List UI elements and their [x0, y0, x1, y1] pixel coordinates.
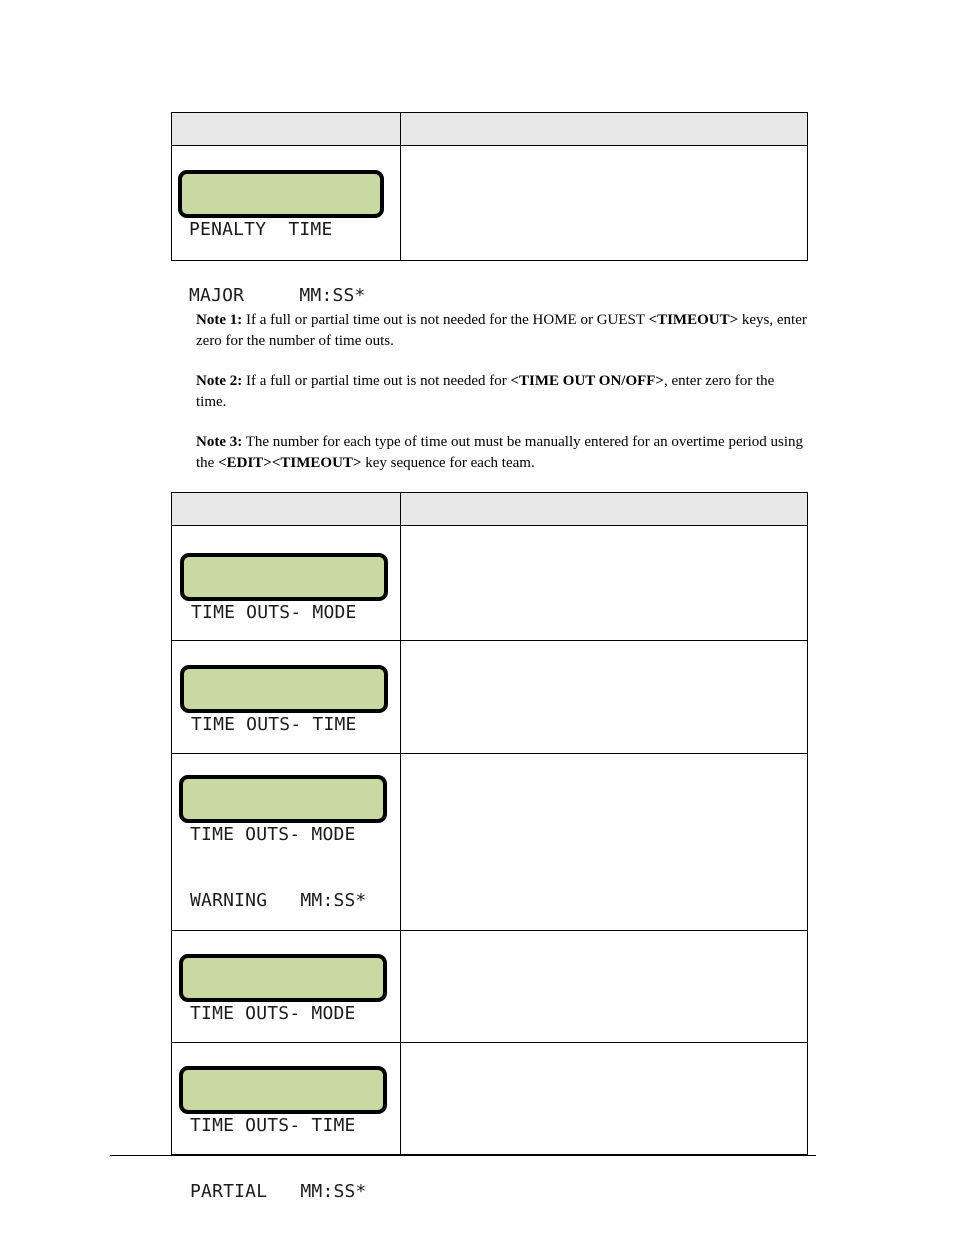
- table-row: [172, 526, 808, 641]
- lcd-line-1: TIME OUTS- TIME: [191, 714, 357, 735]
- lcd-cell: [172, 931, 401, 1043]
- note-keyword: <EDIT><TIMEOUT>: [218, 455, 362, 471]
- description-cell: [401, 146, 808, 261]
- table-row: [172, 146, 808, 261]
- table-row: [172, 641, 808, 754]
- timeout-settings-table: [171, 492, 808, 1202]
- penalty-settings-table: [171, 112, 808, 306]
- description-cell: [401, 931, 808, 1043]
- description-cell: [401, 526, 808, 641]
- table-row: [172, 754, 808, 931]
- header-cell-display: [172, 493, 401, 526]
- table-row: [172, 1043, 808, 1155]
- note-text: The number for each type of time out must be manually entered for an overtime period using the: [196, 434, 804, 471]
- lcd-display: [179, 1066, 387, 1202]
- lcd-cell: [172, 1043, 401, 1202]
- lcd-line-1: TIME OUTS- MODE: [191, 602, 357, 623]
- note-label: Note 2:: [196, 373, 243, 389]
- lcd-line-2: PARTIAL MM:SS*: [190, 1181, 367, 1202]
- description-cell: [401, 641, 808, 754]
- lcd-display: [179, 954, 387, 1024]
- lcd-line-1: PENALTY TIME: [189, 219, 333, 240]
- lcd-cell: [172, 641, 401, 754]
- note-2: [196, 371, 808, 413]
- note-label: Note 3:: [196, 434, 243, 450]
- note-text: key sequence for each team.: [361, 455, 535, 471]
- note-keyword: <TIME OUT ON/OFF>: [510, 373, 664, 389]
- note-1: [196, 310, 808, 352]
- header-cell-display: [172, 113, 401, 146]
- footer-divider: [110, 1155, 816, 1156]
- note-3: [196, 432, 808, 474]
- note-label: Note 1:: [196, 312, 243, 328]
- lcd-cell: [172, 526, 401, 641]
- notes-section: [196, 310, 808, 493]
- lcd-line-2: WARNING MM:SS*: [190, 890, 367, 911]
- table-header-row: [172, 113, 808, 146]
- header-cell-description: [401, 113, 808, 146]
- lcd-line-1: TIME OUTS- MODE: [190, 824, 356, 845]
- lcd-cell: [172, 754, 401, 931]
- note-keyword: <TIMEOUT>: [648, 312, 739, 328]
- lcd-line-2: MAJOR MM:SS*: [189, 285, 366, 306]
- lcd-display: [180, 665, 388, 735]
- description-cell: [401, 754, 808, 931]
- lcd-line-1: TIME OUTS- TIME: [190, 1115, 356, 1136]
- note-text: , enter zero for the time.: [196, 373, 775, 410]
- table-header-row: [172, 493, 808, 526]
- table-row: [172, 931, 808, 1043]
- note-text: If a full or partial time out is not needed for the HOME or GUEST: [242, 312, 649, 328]
- lcd-display: [180, 553, 388, 623]
- lcd-display: [178, 170, 384, 306]
- description-cell: [401, 1043, 808, 1155]
- note-text: keys, enter zero for the number of time outs.: [196, 312, 807, 349]
- lcd-display: [179, 775, 387, 911]
- lcd-cell: [172, 146, 401, 306]
- note-text: If a full or partial time out is not needed for: [242, 373, 511, 389]
- header-cell-description: [401, 493, 808, 526]
- lcd-line-1: TIME OUTS- MODE: [190, 1003, 356, 1024]
